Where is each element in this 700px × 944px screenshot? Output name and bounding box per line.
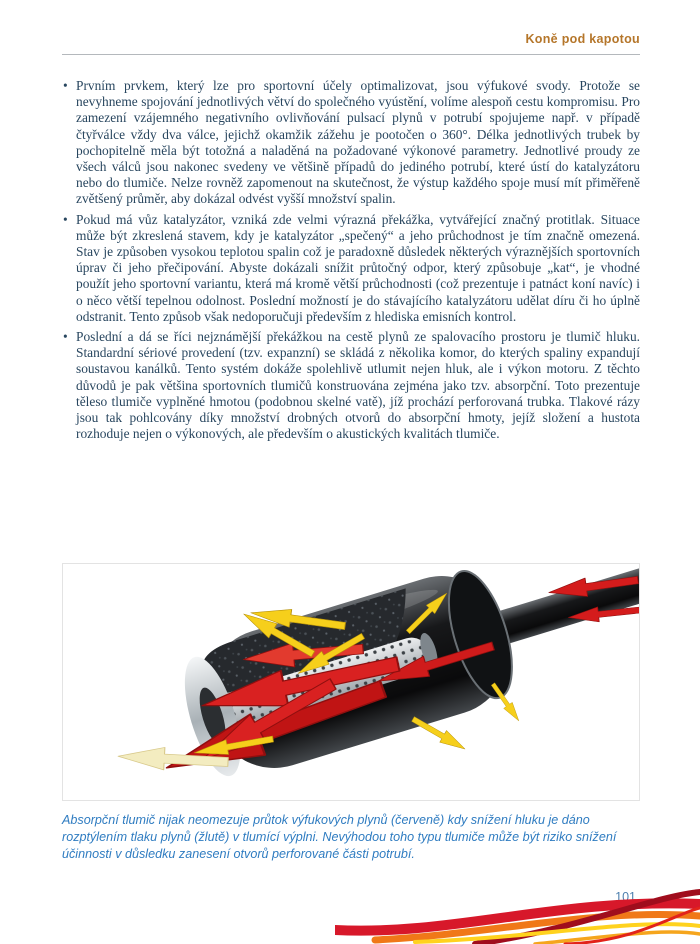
running-head-title: Koně pod kapotou [525,32,640,46]
muffler-figure [62,563,640,801]
flame-decoration [335,878,700,944]
paragraph [62,78,640,208]
bullet-marker: • [63,78,68,93]
bullet-marker: • [63,211,68,227]
page-header [62,30,640,55]
muffler-illustration [63,564,639,800]
paragraph-text: Prvním prvkem, který lze pro sportovní účely optimalizovat, jsou výfukové svody. Protože se nevyhneme spojování jednotlivých větví do společného vyústění, volíme alespoň cestu kompromisu. Pro zamezení vzájemného negativního ovlivňování pulsací plynů v potrubí spojujeme např. v případě čtyřválce vždy dva válce, jejichž okamžik zážehu je pootočen o 360°. Délka jednotlivých trubek by pochopitelně měla být totožná a naladěná na požadované výkonové parametry. Jednotlivé proudy ze všech válců jsou nakonec svedeny ve většině případů do jediného potrubí, které ústí do katalyzátoru nebo do tlumiče. Nelze rovněž zapomenout na skutečnost, že výstup každého spoje musí mít přiměřeně zvětšený průměr, aby dokázal odvést vyšší množství spalin. [76,78,640,207]
paragraph-text: Poslední a dá se říci nejznámější překážkou na cestě plynů ze spalovacího prostoru je tlumič hluku. Standardní sériové provedení (tzv. expanzní) se skládá z několika komor, do kterých spaliny expandují soustavou kanálků. Tento systém dokáže spolehlivě utlumit nejen hluk, ale i výkon motoru. Z těchto důvodů je pak většina sportovních tlumičů konstruována zejména jako tzv. absorpční. Toto prezentuje těleso tlumiče vyplněné hmotou (podobnou skelné vatě), jíž prochází perforovaná trubka. Tlakové rázy jsou tak pohlcovány díky množství drobných otvorů do absorpční hmoty, jejíž složení a hustota rozhoduje nejen o výkonových, ale především o akustických kvalitách tlumiče. [76,329,640,442]
figure-caption: Absorpční tlumič nijak neomezuje průtok výfukových plynů (červeně) kdy snížení hluku je dáno rozptýlením tlaku plynů (žlutě) v tlumící výplni. Nevýhodou toho typu tlumiče může být riziko snížení účinnosti v důsledku zanesení otvorů perforované části potrubí. [62,813,617,861]
paragraph [62,329,640,442]
body-text [62,78,640,446]
bullet-marker: • [63,329,68,345]
paragraph [62,212,640,325]
paragraph-text: Pokud má vůz katalyzátor, vzniká zde velmi výrazná překážka, vytvářející značný protitlak. Situace může být zkreslená stavem, kdy je katalyzátor „spečený“ a jeho průchodnost je tím značně omezená. Stav je způsoben vysokou teplotou spalin což je paradoxně důsledek některých výraznějších sportovních úprav či jeho přečipování. Abyste dokázali snížit průtočný odpor, který způsobuje „kat“, je vhodné použít jeho sportovní variantu, která má kromě větší průchodnosti (což prezentuje i patnáct koní navíc) i o něco větší tepelnou odolnost. Poslední možností je do stávajícího katalyzátoru udělat díru či ho úplně odstranit. Tento způsob však nedoporučuji především z hlediska emisních kontrol. [76,211,640,324]
page-number: 101 [615,890,636,904]
